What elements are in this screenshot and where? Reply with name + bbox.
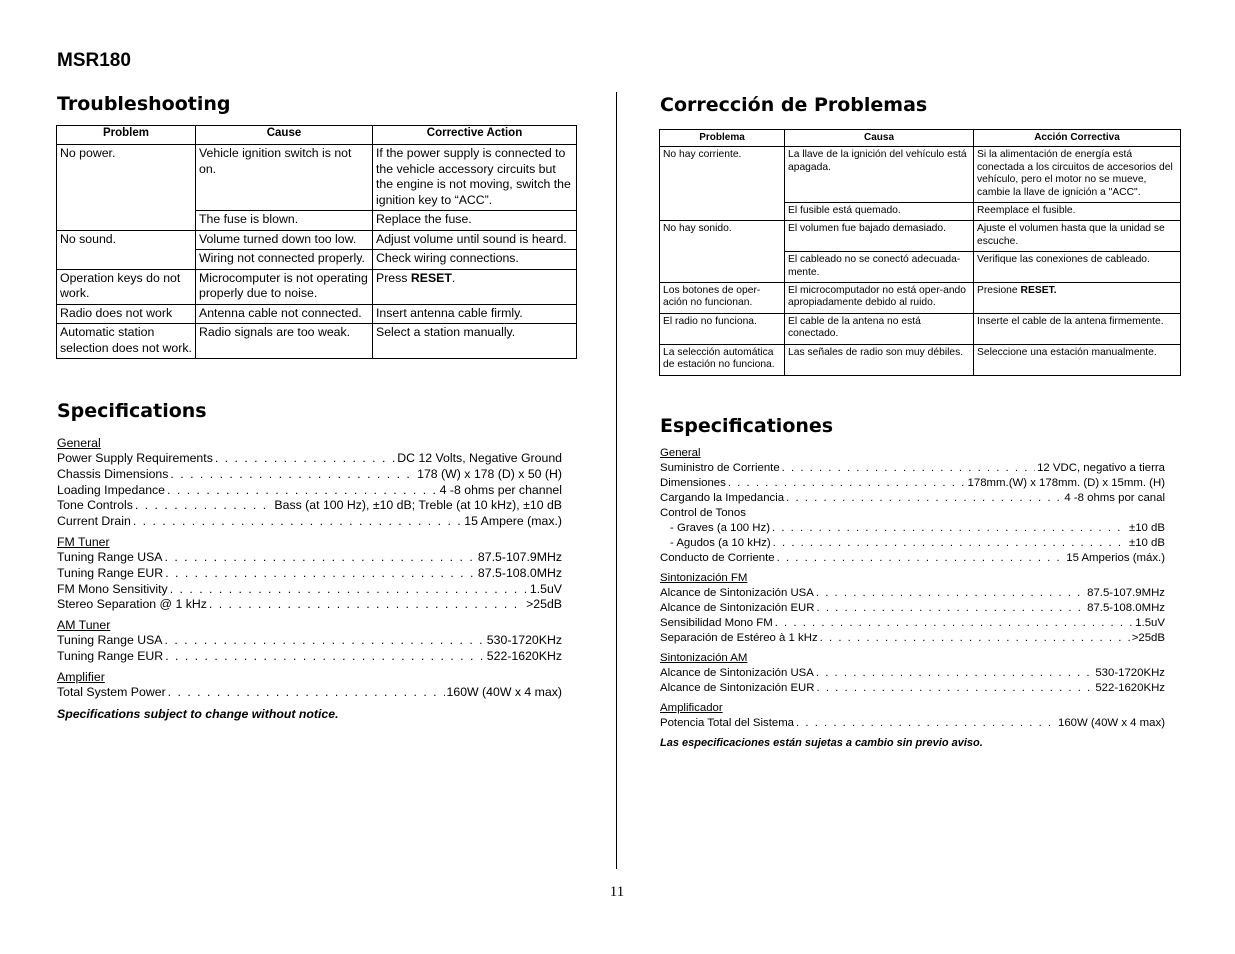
spec-row — [57, 550, 562, 566]
spec-row — [57, 483, 562, 499]
spec-group-title: Sintonización FM — [660, 572, 748, 584]
cause-cell: El volumen fue bajado demasiado. — [785, 221, 974, 252]
spec-value: >25dB — [1131, 632, 1165, 644]
problem-cell: No hay corriente. — [660, 147, 785, 221]
leader-dots — [796, 716, 1056, 731]
specifications-list — [57, 432, 562, 721]
action-cell: Reemplace el fusible. — [974, 203, 1181, 221]
spec-row — [57, 685, 562, 701]
spec-label: Chassis Dimensions — [57, 466, 169, 481]
action-cell: Seleccione una estación manualmente. — [974, 344, 1181, 375]
spec-value: 12 VDC, negativo a tierra — [1037, 462, 1165, 474]
spec-group-title: General — [660, 447, 701, 459]
header-cause: Cause — [196, 126, 373, 145]
spec-label: Alcance de Sintonización EUR — [660, 602, 815, 614]
leader-dots — [170, 582, 528, 598]
leader-dots — [816, 666, 1093, 681]
correccion-heading: Corrección de Problemas — [660, 94, 928, 116]
spec-group — [660, 701, 1165, 731]
troubleshooting-heading: Troubleshooting — [57, 93, 231, 115]
cause-cell: La llave de la ignición del vehículo está apagada. — [785, 147, 974, 203]
table-row — [57, 324, 577, 359]
problem-cell: El radio no funciona. — [660, 313, 785, 344]
cause-cell: El microcomputador no está oper-ando apropiadamente debido al ruido. — [785, 283, 974, 314]
problem-cell: Los botones de oper-ación no funcionan. — [660, 283, 785, 314]
spec-label: Separación de Estéreo à 1 kHz — [660, 632, 818, 644]
spec-label: Stereo Separation @ 1 kHz — [57, 597, 207, 612]
action-cell: Replace the fuse. — [373, 211, 577, 231]
leader-dots — [165, 649, 485, 665]
spec-value: Bass (at 100 Hz), ±10 dB; Treble (at 10 kHz), ±10 dB — [274, 498, 562, 513]
spec-value: 522-1620KHz — [486, 648, 562, 663]
spec-value: 4 -8 ohms por canal — [1064, 492, 1165, 504]
problem-cell: No power. — [57, 145, 196, 231]
action-text: Press — [376, 270, 411, 285]
spec-row — [660, 476, 1165, 491]
spec-label: Alcance de Sintonización EUR — [660, 682, 815, 694]
spec-value: 160W (40W x 4 max) — [446, 684, 562, 699]
reset-label: RESET. — [1020, 285, 1057, 297]
spec-label: Sensibilidad Mono FM — [660, 617, 773, 629]
spec-row — [57, 514, 562, 530]
spec-label: - Graves (a 100 Hz) — [670, 522, 771, 534]
spec-label: Cargando la Impedancia — [660, 492, 785, 504]
spec-row — [660, 506, 1165, 521]
spec-value: 160W (40W x 4 max) — [1058, 717, 1165, 729]
spec-label: Conducto de Corriente — [660, 552, 775, 564]
problem-cell: La selección automática de estación no funciona. — [660, 344, 785, 375]
action-text: . — [451, 270, 456, 285]
leader-dots — [135, 498, 273, 514]
specifications-heading: Specifications — [57, 400, 207, 422]
spec-value: 1.5uV — [1135, 617, 1165, 629]
correccion-table — [659, 129, 1181, 376]
spec-value: 178 (W) x 178 (D) x 50 (H) — [417, 466, 562, 481]
table-row — [660, 344, 1181, 375]
spec-value: >25dB — [526, 597, 562, 612]
spec-row — [660, 601, 1165, 616]
spec-group-title: Sintonización AM — [660, 652, 748, 664]
leader-dots — [133, 514, 462, 530]
spec-row — [57, 451, 562, 467]
spec-row — [660, 716, 1165, 731]
especificaciones-list — [660, 442, 1165, 749]
table-row — [57, 304, 577, 324]
spec-row — [57, 498, 562, 514]
leader-dots — [777, 551, 1065, 566]
header-corrective-action: Corrective Action — [373, 126, 577, 145]
action-cell — [974, 283, 1181, 314]
header-problem: Problem — [57, 126, 196, 145]
table-row — [660, 147, 1181, 203]
spec-row — [57, 633, 562, 649]
spec-value: 87.5-107.9MHz — [477, 549, 562, 564]
action-cell: Inserte el cable de la antena firmemente. — [974, 313, 1181, 344]
spec-label: Alcance de Sintonización USA — [660, 587, 814, 599]
leader-dots — [165, 550, 476, 566]
spec-label: Power Supply Requirements — [57, 451, 213, 465]
header-problema: Problema — [660, 130, 785, 147]
leader-dots — [165, 633, 485, 649]
table-row — [57, 230, 577, 250]
leader-dots — [820, 631, 1130, 646]
spec-row — [57, 467, 562, 483]
spec-label: Total System Power — [57, 684, 166, 699]
spec-note: Specifications subject to change without notice. — [57, 706, 339, 721]
header-accion-correctiva: Acción Correctiva — [974, 130, 1181, 147]
cause-cell: The fuse is blown. — [196, 211, 373, 231]
spec-row — [57, 597, 562, 613]
table-row — [57, 269, 577, 304]
action-cell: Verifique las conexiones de cableado. — [974, 252, 1181, 283]
spec-value: 15 Ampere (max.) — [464, 514, 562, 529]
spec-group-title: Amplifier — [57, 669, 105, 684]
leader-dots — [775, 616, 1134, 631]
spec-label: FM Mono Sensitivity — [57, 581, 168, 596]
model-title: MSR180 — [57, 50, 131, 71]
spec-label: Tuning Range EUR — [57, 565, 164, 580]
spec-label: Tone Controls — [57, 498, 133, 513]
header-causa: Causa — [785, 130, 974, 147]
spec-group-title: AM Tuner — [57, 618, 111, 633]
cause-cell: Vehicle ignition switch is not on. — [196, 145, 373, 211]
problem-cell: No hay sonido. — [660, 221, 785, 283]
spec-label: Current Drain — [57, 514, 131, 529]
action-cell: Si la alimentación de energía está conectada a los circuitos de accesorios del vehículo, pero el motor no se mueve, cambie la llave de ignición a "ACC". — [974, 147, 1181, 203]
problem-cell: Radio does not work — [57, 304, 196, 324]
spec-group — [660, 651, 1165, 696]
spec-value: 530-1720KHz — [486, 633, 562, 648]
spec-label: Tuning Range USA — [57, 633, 163, 648]
spec-row — [660, 491, 1165, 506]
spec-value: 4 -8 ohms per channel — [439, 482, 562, 497]
spec-value: 15 Amperios (máx.) — [1066, 552, 1165, 564]
spec-row — [57, 582, 562, 598]
spec-row — [660, 586, 1165, 601]
spec-row — [57, 566, 562, 582]
cause-cell: Antenna cable not connected. — [196, 304, 373, 324]
spec-value: ±10 dB — [1128, 537, 1165, 549]
leader-dots — [165, 566, 476, 582]
spec-value: 87.5-108.0MHz — [477, 565, 562, 580]
reset-label: RESET — [410, 270, 452, 285]
spec-group-title: General — [57, 436, 101, 450]
leader-dots — [728, 476, 966, 491]
cause-cell: Volume turned down too low. — [196, 230, 373, 250]
leader-dots — [782, 461, 1035, 476]
spec-value: 87.5-108.0MHz — [1087, 602, 1165, 614]
spec-group — [57, 670, 562, 701]
action-cell: Adjust volume until sound is heard. — [373, 230, 577, 250]
spec-row — [660, 666, 1165, 681]
table-header-row — [57, 126, 577, 145]
leader-dots — [167, 483, 438, 499]
spec-group — [660, 571, 1165, 646]
spec-row — [660, 461, 1165, 476]
cause-cell: El cableado no se conectó adecuada-mente. — [785, 252, 974, 283]
problem-cell: Operation keys do not work. — [57, 269, 196, 304]
table-row — [660, 313, 1181, 344]
action-cell: If the power supply is connected to the vehicle accessory circuits but the engine is not moving, switch the ignition key to “ACC”. — [373, 145, 577, 211]
leader-dots — [170, 467, 415, 483]
spec-row — [660, 681, 1165, 696]
leader-dots — [772, 521, 1127, 536]
action-cell: Select a station manually. — [373, 324, 577, 359]
action-text: Presione — [977, 285, 1021, 297]
spec-label: Dimensiones — [660, 477, 726, 489]
spec-label: Tuning Range USA — [57, 549, 163, 564]
action-cell — [373, 269, 577, 304]
leader-dots — [816, 586, 1085, 601]
table-row — [660, 221, 1181, 252]
spec-label: Tuning Range EUR — [57, 648, 164, 663]
spec-row — [660, 536, 1165, 551]
spec-group — [57, 436, 562, 530]
leader-dots — [215, 451, 395, 467]
spec-value: 87.5-107.9MHz — [1087, 587, 1165, 599]
spec-value: 530-1720KHz — [1095, 667, 1165, 679]
spec-label: Suministro de Corriente — [660, 462, 780, 474]
spec-row — [660, 631, 1165, 646]
table-row — [57, 145, 577, 211]
page-number: 11 — [609, 884, 625, 900]
leader-dots — [773, 536, 1127, 551]
cause-cell: Radio signals are too weak. — [196, 324, 373, 359]
cause-cell: El cable de la antena no está conectado. — [785, 313, 974, 344]
troubleshooting-table — [56, 125, 577, 359]
especificaciones-heading: Especificationes — [660, 415, 834, 437]
spec-label: Control de Tonos — [660, 507, 746, 519]
cause-cell: Microcomputer is not operating properly due to noise. — [196, 269, 373, 304]
spec-value: 522-1620KHz — [1095, 682, 1165, 694]
cause-cell: Wiring not connected properly. — [196, 250, 373, 270]
spec-value: ±10 dB — [1128, 522, 1165, 534]
action-cell: Insert antenna cable firmly. — [373, 304, 577, 324]
spec-row — [57, 649, 562, 665]
spec-label: Potencia Total del Sistema — [660, 717, 795, 729]
spec-row — [660, 521, 1165, 536]
spec-value: DC 12 Volts, Negative Ground — [397, 451, 562, 465]
problem-cell: No sound. — [57, 230, 196, 269]
spec-group-title: FM Tuner — [57, 534, 110, 549]
cause-cell: El fusible está quemado. — [785, 203, 974, 221]
spec-note: Las especificaciones están sujetas a cambio sin previo aviso. — [660, 737, 983, 749]
spec-row — [660, 551, 1165, 566]
spec-group — [660, 446, 1165, 566]
leader-dots — [209, 597, 524, 613]
spec-value: 178mm.(W) x 178mm. (D) x 15mm. (H) — [967, 477, 1165, 489]
spec-value: 1.5uV — [529, 581, 562, 596]
leader-dots — [168, 685, 445, 701]
problem-cell: Automatic station selection does not work. — [57, 324, 196, 359]
spec-label: - Agudos (a 10 kHz) — [670, 537, 771, 549]
cause-cell: Las señales de radio son muy débiles. — [785, 344, 974, 375]
column-divider — [616, 92, 617, 869]
action-cell: Ajuste el volumen hasta que la unidad se escuche. — [974, 221, 1181, 252]
leader-dots — [817, 681, 1094, 696]
spec-label: Alcance de Sintonización USA — [660, 667, 814, 679]
leader-dots — [786, 491, 1062, 506]
table-row — [660, 283, 1181, 314]
spec-row — [660, 616, 1165, 631]
spec-label: Loading Impedance — [57, 482, 166, 497]
leader-dots — [817, 601, 1086, 616]
table-header-row — [660, 130, 1181, 147]
spec-group — [57, 535, 562, 613]
spec-group-title: Amplificador — [660, 702, 723, 714]
spec-group — [57, 618, 562, 665]
action-cell: Check wiring connections. — [373, 250, 577, 270]
